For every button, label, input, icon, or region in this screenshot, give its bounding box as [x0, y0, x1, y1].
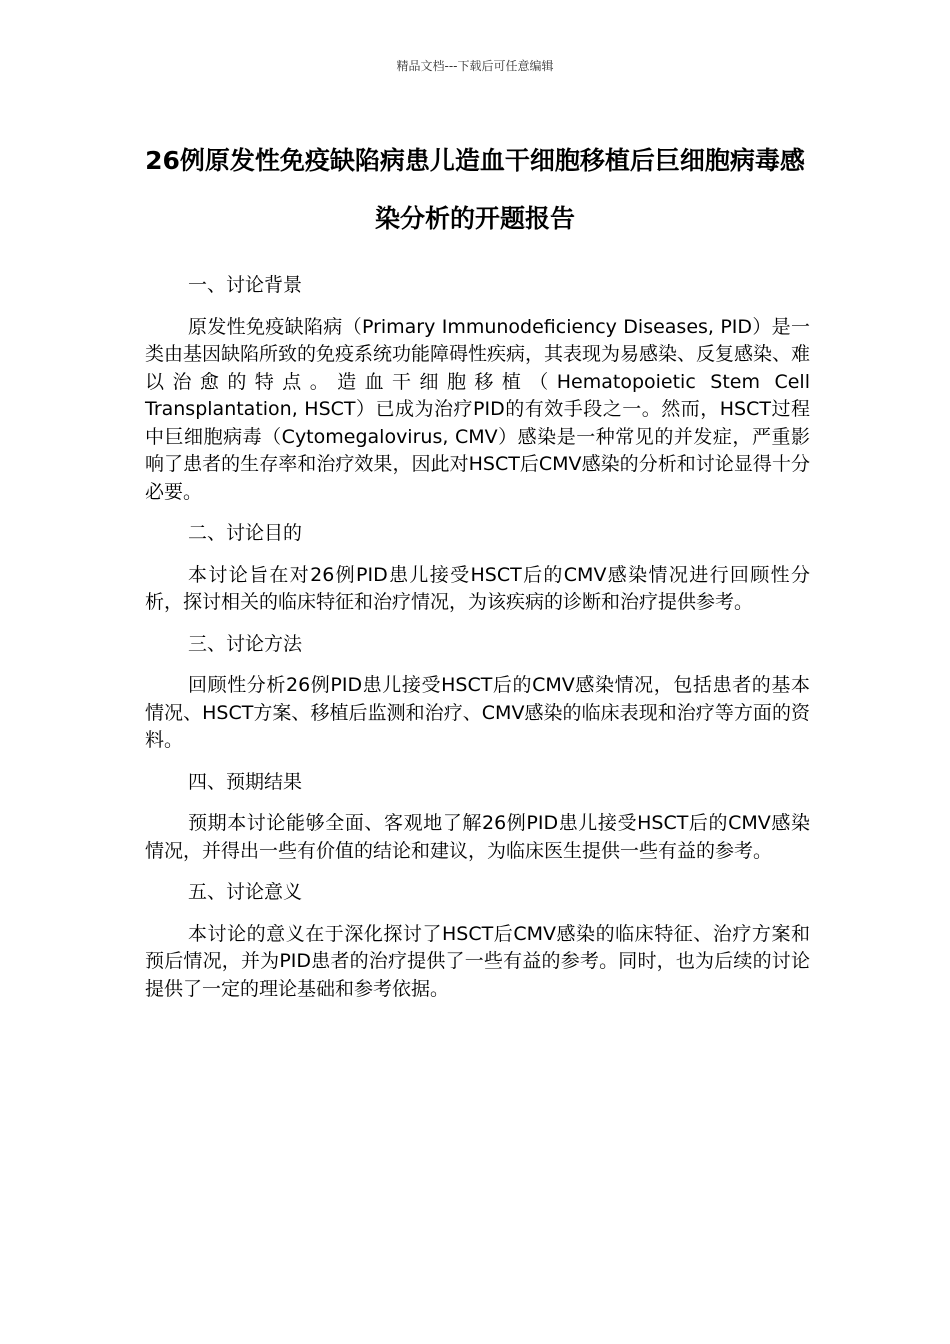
section-method — [145, 631, 810, 755]
section-paragraph: 回顾性分析26例PID患儿接受HSCT后的CMV感染情况，包括患者的基本情况、HSCT方案、移植后监测和治疗、CMV感染的临床表现和治疗等方面的资料。 — [145, 674, 810, 751]
section-heading: 五、讨论意义 — [188, 881, 303, 903]
section-significance — [145, 879, 810, 1003]
section-paragraph: 原发性免疫缺陷病（Primary Immunodeficiency Diseases, PID）是一类由基因缺陷所致的免疫系统功能障碍性疾病，其表现为易感染、反复感染、难以治愈的特点。造血干细胞移植（Hematopoietic Stem Cell Transplantation, HSCT）已成为治疗PID的有效手段之一。然而，HSCT过程中巨细胞病毒（Cytomegalovirus, CMV）感染是一种常见的并发症，严重影响了患者的生存率和治疗效果，因此对HSCT后CMV感染的分析和讨论显得十分必要。 — [145, 315, 811, 503]
section-expected-results — [145, 769, 810, 866]
section-purpose — [145, 520, 810, 617]
document-body — [145, 272, 810, 1017]
section-paragraph: 预期本讨论能够全面、客观地了解26例PID患儿接受HSCT后的CMV感染情况，并得出一些有价值的结论和建议，为临床医生提供一些有益的参考。 — [145, 812, 810, 862]
section-heading: 四、预期结果 — [188, 770, 303, 793]
section-heading: 一、讨论背景 — [188, 274, 303, 296]
section-heading: 二、讨论目的 — [188, 522, 303, 544]
section-paragraph: 本讨论的意义在于深化探讨了HSCT后CMV感染的临床特征、治疗方案和预后情况，并为PID患者的治疗提供了一些有益的参考。同时，也为后续的讨论提供了一定的理论基础和参考依据。 — [145, 922, 810, 1000]
document-title: 26例原发性免疫缺陷病患儿造血干细胞移植后巨细胞病毒感染分析的开题报告 — [145, 146, 805, 233]
header-note: 精品文档---下载后可任意编辑 — [396, 59, 554, 73]
section-background — [145, 272, 810, 506]
section-paragraph: 本讨论旨在对26例PID患儿接受HSCT后的CMV感染情况进行回顾性分析，探讨相关的临床特征和治疗情况，为该疾病的诊断和治疗提供参考。 — [145, 563, 810, 613]
section-heading: 三、讨论方法 — [188, 632, 303, 655]
